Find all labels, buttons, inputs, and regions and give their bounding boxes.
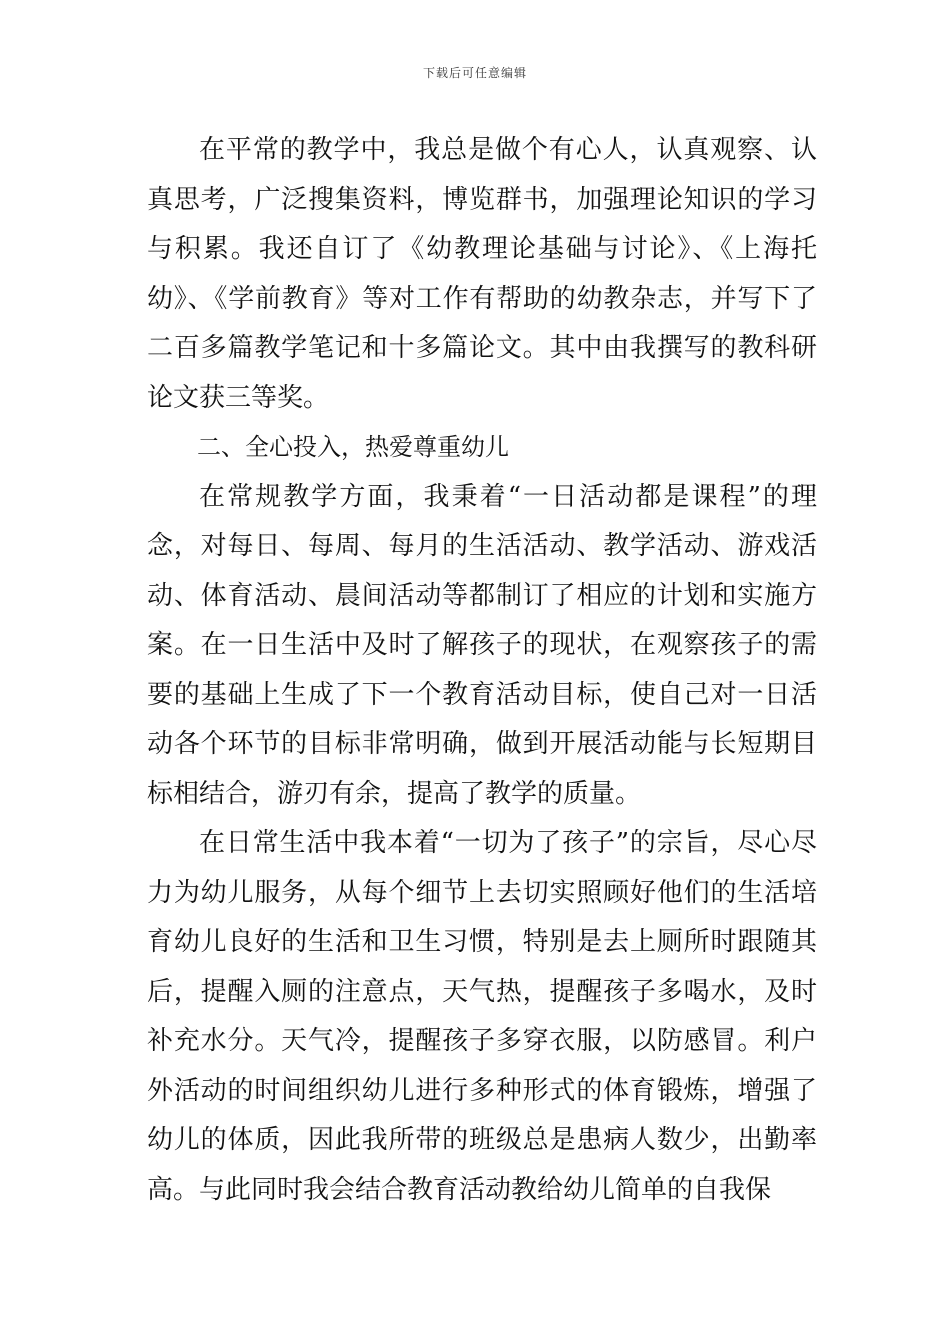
page-header: 下载后可任意编辑 <box>422 66 527 80</box>
paragraph-daily-life: 在日常生活中我本着“一切为了孩子”的宗旨，尽心尽力为幼儿服务，从每个细节上去切实照顾好他们的生活培育幼儿良好的生活和卫生习惯，特别是去上厕所时跟随其后，提醒入厕的注意点，天气热，提醒孩子多喝水，及时补充水分。天气冷，提醒孩子多穿衣服，以防感冒。利户外活动的时间组织幼儿进行多种形式的体育锻炼，增强了幼儿的体质，因此我所带的班级总是患病人数少，出勤率高。与此同时我会结合教育活动教给幼儿简单的自我保 <box>147 828 817 1205</box>
section-heading: 二、全心投入，热爱尊重幼儿 <box>197 433 509 461</box>
document-body <box>147 126 817 1215</box>
paragraph-study: 在平常的教学中，我总是做个有心人，认真观察、认真思考，广泛搜集资料，博览群书，加强理论知识的学习与积累。我还自订了《幼教理论基础与讨论》、《上海托幼》、《学前教育》等对工作有帮助的幼教杂志，并写下了二百多篇教学笔记和十多篇论文。其中由我撰写的教科研论文获三等奖。 <box>147 135 817 413</box>
paragraph-teaching: 在常规教学方面，我秉着“一日活动都是课程”的理念，对每日、每周、每月的生活活动、教学活动、游戏活动、体育活动、晨间活动等都制订了相应的计划和实施方案。在一日生活中及时了解孩子的现状，在观察孩子的需要的基础上生成了下一个教育活动目标，使自己对一日活动各个环节的目标非常明确，做到开展活动能与长短期目标相结合，游刃有余，提高了教学的质量。 <box>147 481 817 809</box>
